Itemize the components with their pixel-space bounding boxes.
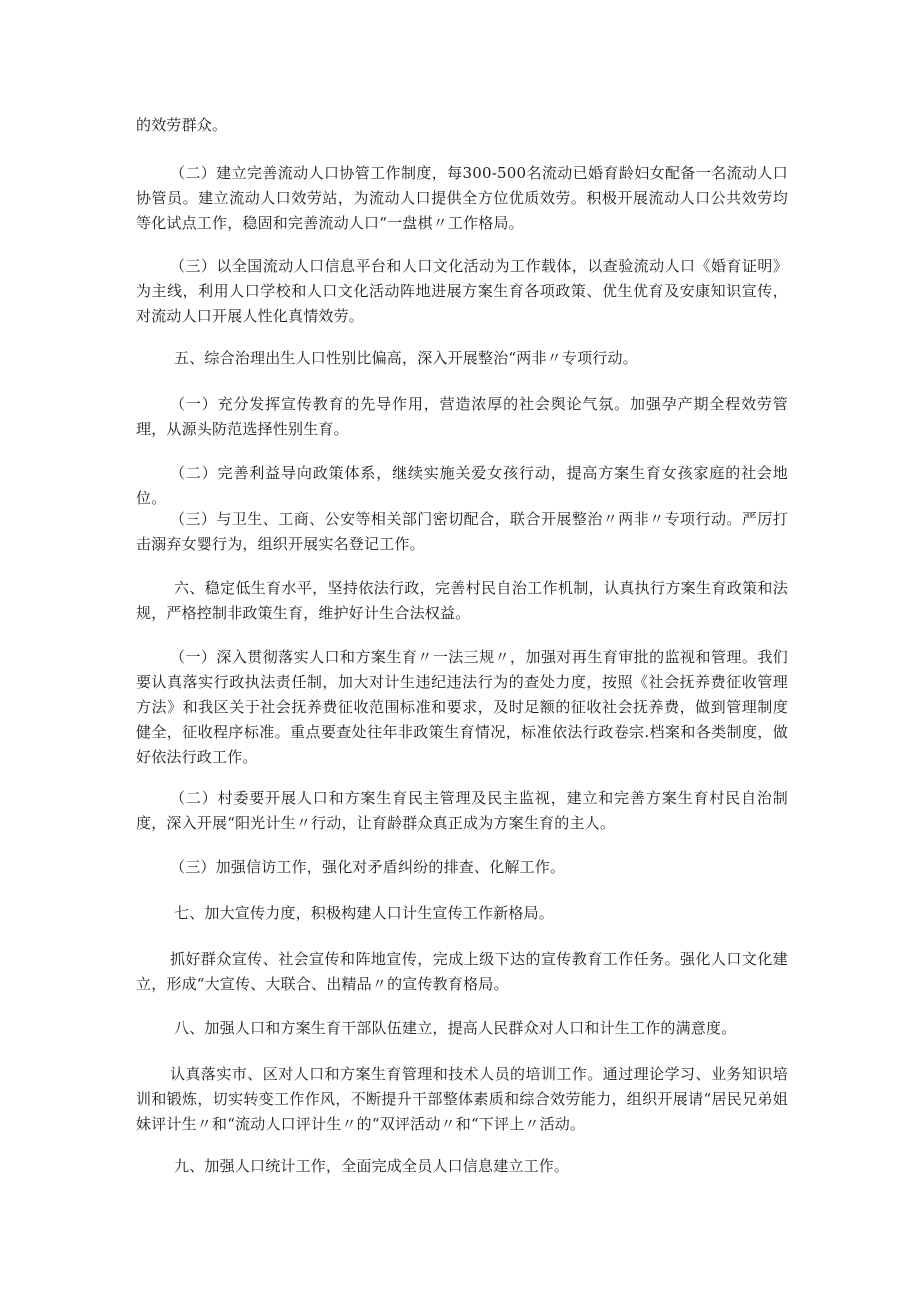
paragraph-6-3: （三）加强信访工作，强化对矛盾纠纷的排查、化解工作。 [170,858,566,876]
paragraph-6-2: （二）村委要开展人口和方案生育民主管理及民主监视，建立和完善方案生育村民自治制度，深入开展“阳光计生〃行动，让育龄群众真正成为方案生育的主人。 [136,789,788,832]
paragraph-continuation: 的效劳群众。 [136,116,228,134]
paragraph-5-2: （二）完善利益导向政策体系，继续实施关爱女孩行动，提高方案生育女孩家庭的社会地位。 [136,464,788,507]
section-heading-8: 八、加强人口和方案生育干部队伍建立，提高人民群众对人口和计生工作的满意度。 [174,1019,737,1037]
section-heading-7: 七、加大宣传力度，积极构建人口计生宣传工作新格局。 [174,904,555,922]
paragraph-floating-coordinator: （二）建立完善流动人口协管工作制度，每300-500名流动已婚育龄妇女配备一名流动人口协管员。建立流动人口效劳站，为流动人口提供全方位优质效劳。积极开展流动人口公共效劳均等化试点工作，稳固和完善流动人口“一盘棋〃工作格局。 [136,164,788,232]
paragraph-7: 抓好群众宣传、社会宣传和阵地宣传，完成上级下达的宣传教育工作任务。强化人口文化建立，形成“大宣传、大联合、出精品〃的宣传教育格局。 [136,950,788,993]
paragraph-5-3: （三）与卫生、工商、公安等相关部门密切配合，联合开展整治〃两非〃专项行动。严厉打击溺弃女婴行为，组织开展实名登记工作。 [136,510,788,553]
paragraph-6-1: （一）深入贯彻落实人口和方案生育〃一法三规〃，加强对再生育审批的监视和管理。我们要认真落实行政执法责任制，加大对计生违纪违法行为的查处力度，按照《社会抚养费征收管理方法》和我区关于社会抚养费征收范围标准和要求，及时足额的征收社会抚养费，做到管理制度健全，征收程序标准。重点要查处往年非政策生育情况，标准依法行政卷宗.档案和各类制度，做好依法行政工作。 [136,648,788,766]
section-heading-9: 九、加强人口统计工作，全面完成全员人口信息建立工作。 [174,1157,570,1175]
section-heading-6: 六、稳定低生育水平，坚持依法行政，完善村民自治工作机制，认真执行方案生育政策和法规，严格控制非政策生育，维护好计生合法权益。 [136,579,788,622]
paragraph-5-1: （一）充分发挥宣传教育的先导作用，营造浓厚的社会舆论气氛。加强孕产期全程效劳管理，从源头防范选择性别生育。 [136,395,788,438]
paragraph-floating-service: （三）以全国流动人口信息平台和人口文化活动为工作载体，以查验流动人口《婚育证明》为主线，利用人口学校和人口文化活动阵地进展方案生育各项政策、优生优育及安康知识宣传，对流动人口开展人性化真情效劳。 [136,257,788,325]
paragraph-8: 认真落实市、区对人口和方案生育管理和技术人员的培训工作。通过理论学习、业务知识培训和锻炼，切实转变工作作风，不断提升干部整体素质和综合效劳能力，组织开展请“居民兄弟姐妹评计生〃和“流动人口评计生〃的“双评活动〃和“下评上〃活动。 [136,1065,788,1133]
section-heading-5: 五、综合治理出生人口性别比偏高，深入开展整治“两非〃专项行动。 [174,349,638,367]
